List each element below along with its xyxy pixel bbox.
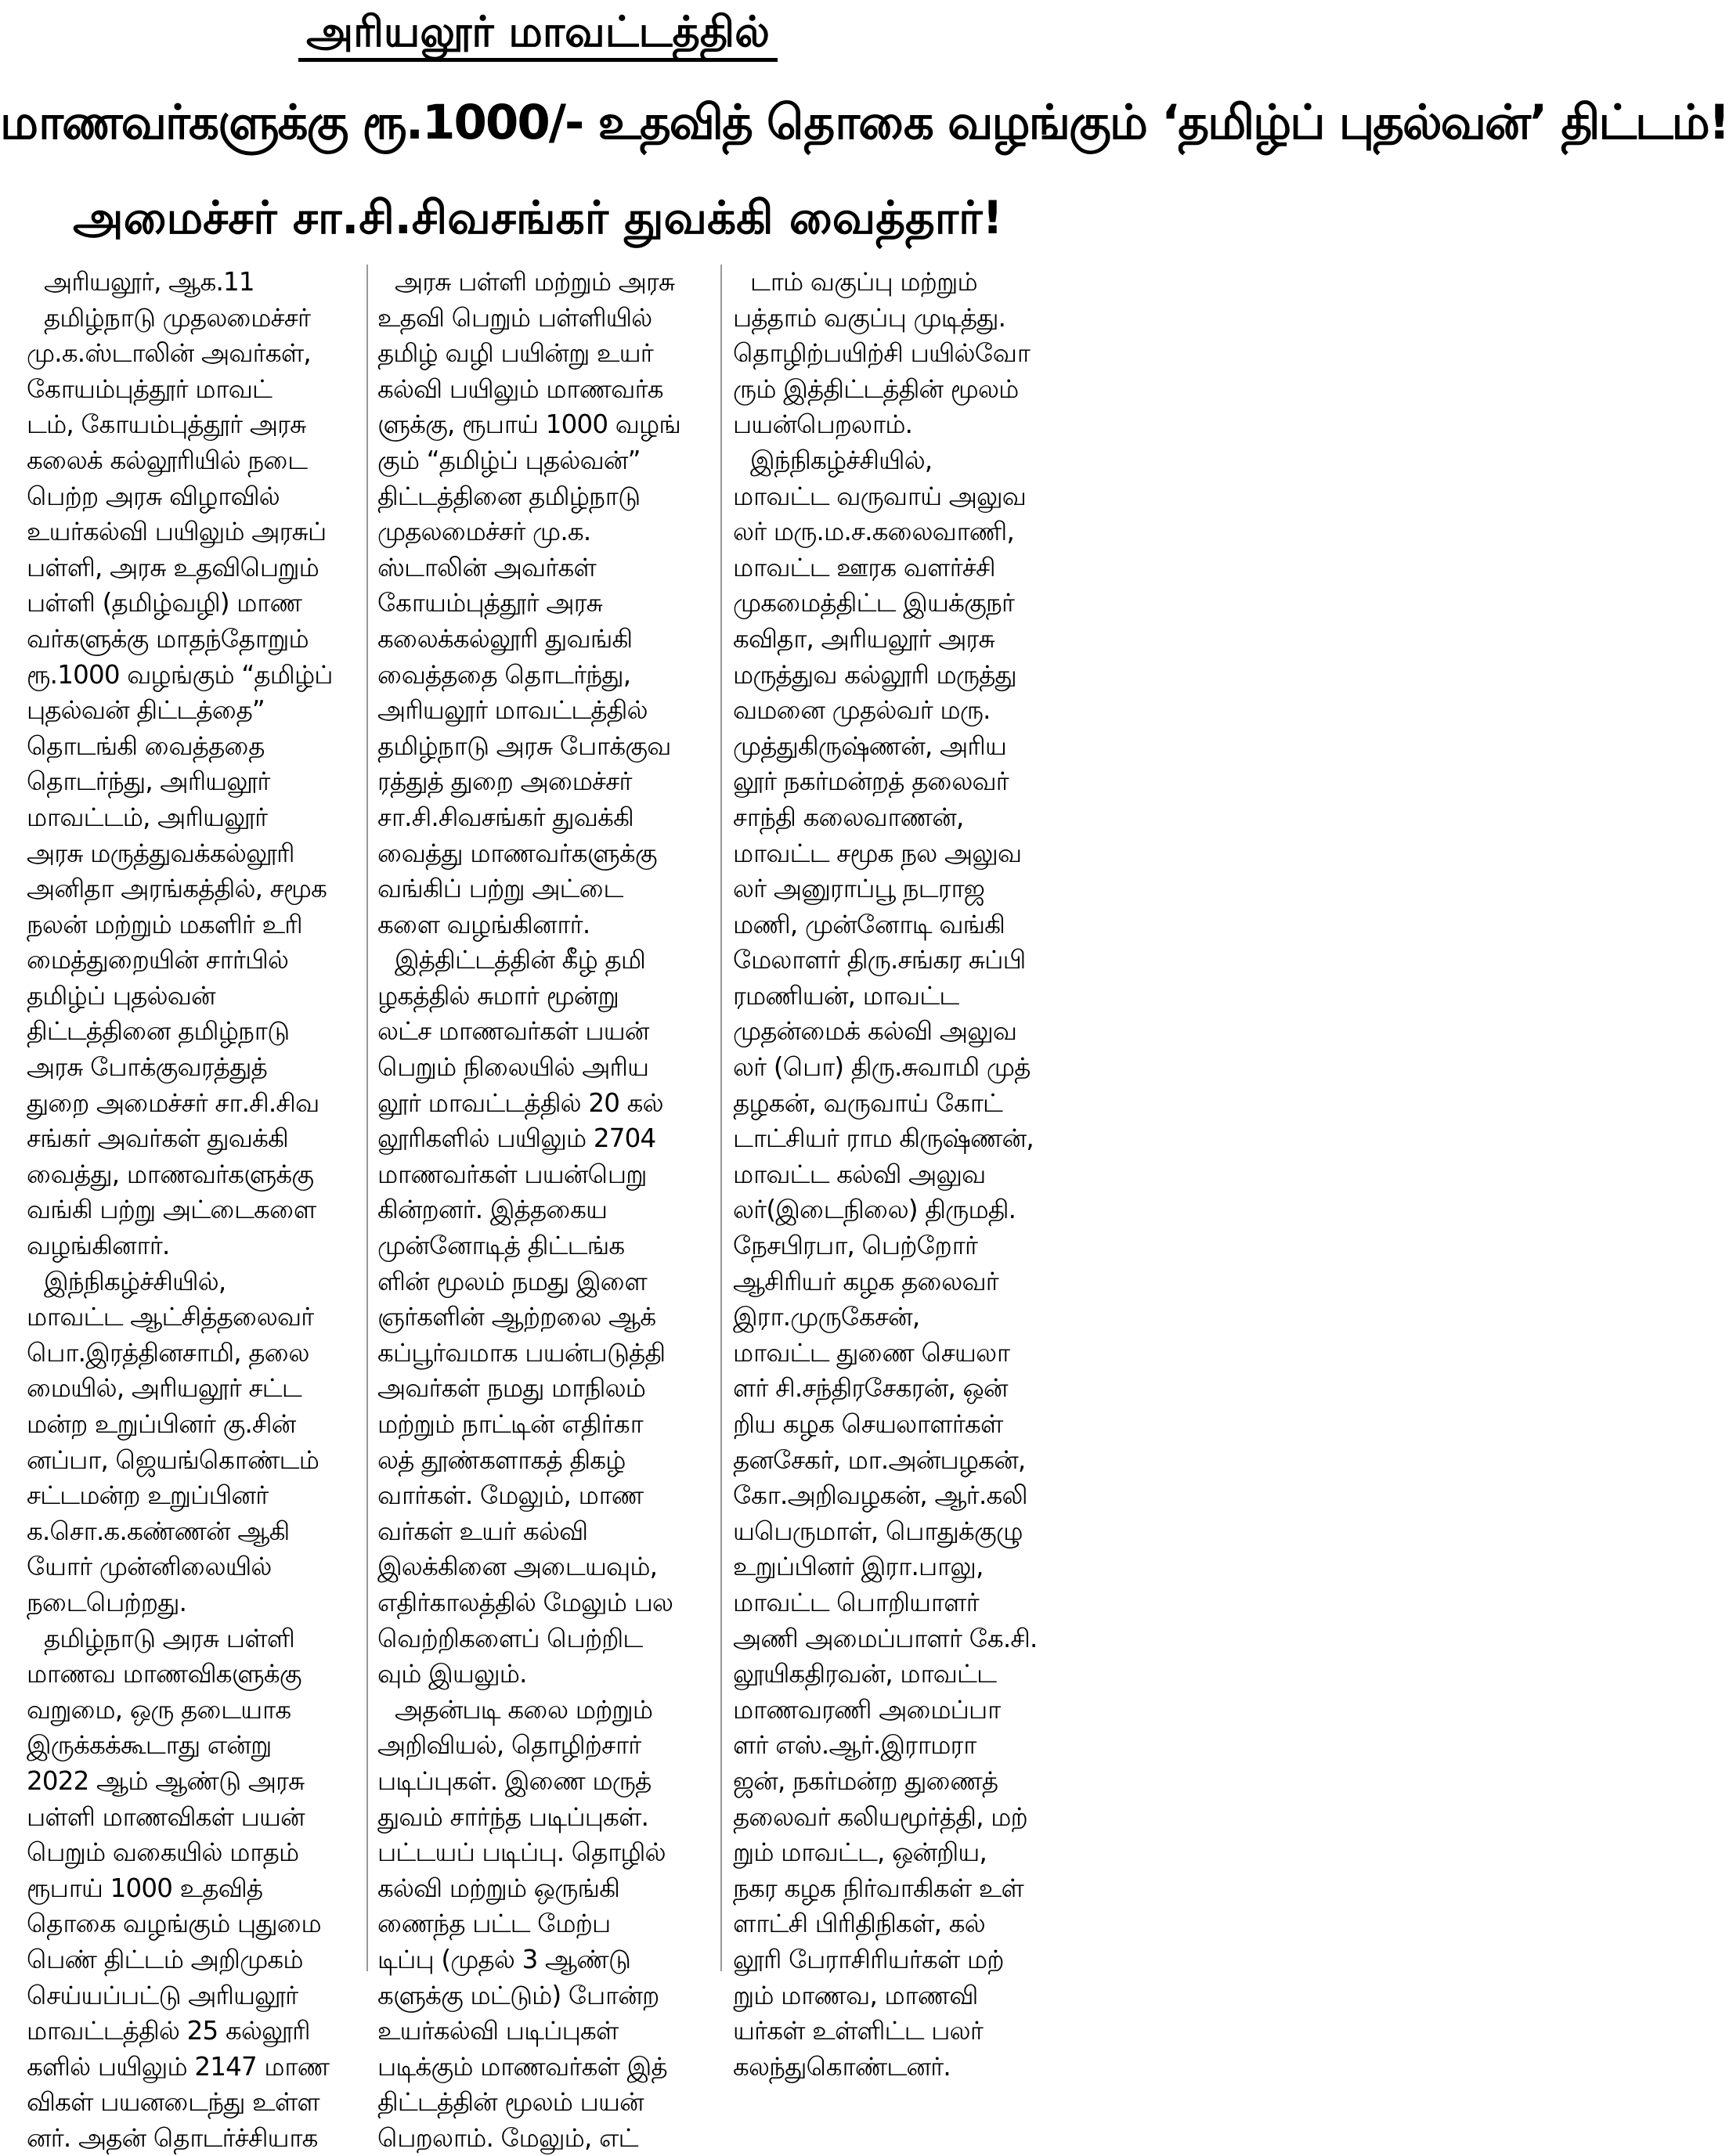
text-line: ளர் சி.சந்திரசேகரன், ஒன் [733, 1373, 1008, 1404]
text-line: ளாட்சி பிரிதிநிகள், கல் [733, 1909, 985, 1939]
text-line: க.சொ.க.கண்ணன் ஆகி [27, 1516, 290, 1546]
text-line: ஸ்டாலின் அவர்கள் [377, 552, 597, 582]
text-line: மைத்துறையின் சார்பில் [27, 945, 289, 975]
text-line: னர். அதன் தொடர்ச்சியாக [27, 2122, 318, 2153]
text-line: வங்கிப் பற்று அட்டை [377, 874, 623, 904]
text-line: கும் “தமிழ்ப் புதல்வன்” [377, 445, 641, 475]
article-column-1 [27, 265, 348, 2153]
text-line: துறை அமைச்சர் சா.சி.சிவ [27, 1087, 319, 1118]
text-line: இரா.முருகேசன், [733, 1302, 920, 1332]
text-line: புதல்வன் திட்டத்தை” [27, 695, 265, 726]
text-line: பெண் திட்டம் அறிமுகம் [27, 1944, 303, 1974]
text-line: ரத்துத் துறை அமைச்சர் [377, 766, 632, 797]
kicker-heading [0, 5, 1076, 59]
text-line: இந்நிகழ்ச்சியில், [44, 1266, 226, 1296]
text-line: உதவி பெறும் பள்ளியில் [377, 302, 652, 333]
main-headline: மாணவர்களுக்கு ரூ.1000/- உதவித் தொகை வழங்கும் ‘தமிழ்ப் புதல்வன்’ திட்டம்! [0, 95, 1729, 150]
article-paragraph [377, 1693, 698, 2156]
text-line: மாவட்ட கல்வி அலுவ [733, 1159, 986, 1189]
text-line: அதன்படி கலை மற்றும் [395, 1694, 653, 1725]
text-line: பெறும் நிலையில் அரிய [377, 1052, 649, 1083]
text-line: ரூபாய் 1000 உதவித் [27, 1873, 263, 1903]
text-line: துவம் சார்ந்த படிப்புகள். [377, 1801, 649, 1832]
text-line: பயன்பெறலாம். [733, 409, 913, 440]
article-paragraph [377, 943, 698, 1692]
text-line: தலைவர் கலியமூர்த்தி, மற் [733, 1801, 1027, 1832]
text-line: பெறலாம். மேலும், எட் [377, 2122, 638, 2153]
text-line: மாவட்ட ஊரக வளர்ச்சி [733, 552, 995, 582]
text-line: முன்னோடித் திட்டங்க [377, 1231, 625, 1261]
text-line: பெற்ற அரசு விழாவில் [27, 481, 280, 511]
text-line: பத்தாம் வகுப்பு முடித்து. [733, 302, 1006, 333]
text-line: லூர் நகர்மன்றத் தலைவர் [733, 766, 1009, 797]
text-line: மாவட்ட வருவாய் அலுவ [733, 481, 1027, 511]
text-line: மையில், அரியலூர் சட்ட [27, 1373, 301, 1404]
text-line: நடைபெற்றது. [27, 1587, 187, 1617]
text-line: பட்டயப் படிப்பு. தொழில் [377, 1837, 666, 1868]
text-line: தமிழ்ப் புதல்வன் [27, 980, 215, 1011]
text-line: ரமணியன், மாவட்ட [733, 980, 959, 1011]
text-line: வர்களுக்கு மாதந்தோறும் [27, 623, 309, 654]
text-line: லர் மரு.ம.ச.கலைவாணி, [733, 517, 1014, 547]
text-line: வர்கள் உயர் கல்வி [377, 1516, 588, 1546]
text-line: கலந்துகொண்டனர். [733, 2051, 951, 2082]
text-line: மு.க.ஸ்டாலின் அவர்கள், [27, 338, 311, 369]
text-line: விகள் பயனடைந்து உள்ள [27, 2087, 319, 2118]
text-line: அணி அமைப்பாளர் கே.சி. [733, 1623, 1038, 1653]
text-line: பெறும் வகையில் மாதம் [27, 1837, 299, 1868]
text-line: லத் தூண்களாகத் திகழ் [377, 1444, 626, 1475]
text-line: சாந்தி கலைவாணன், [733, 802, 964, 832]
text-line: றிய கழக செயலாளர்கள் [733, 1409, 1003, 1439]
text-line: கோயம்புத்தூர் மாவட் [27, 373, 273, 404]
text-line: ளுக்கு, ரூபாய் 1000 வழங் [377, 409, 681, 440]
text-line: வழங்கினார். [27, 1231, 170, 1261]
kicker-text: அரியலூர் மாவட்டத்தில் [298, 7, 778, 62]
text-line: தமிழ் வழி பயின்று உயர் [377, 338, 653, 369]
text-line: கல்வி பயிலும் மாணவர்க [377, 373, 663, 404]
article-paragraph [27, 265, 348, 301]
text-line: இந்நிகழ்ச்சியில், [750, 445, 933, 475]
text-line: அரசு போக்குவரத்துத் [27, 1052, 267, 1083]
text-line: லூர் மாவட்டத்தில் 20 கல் [377, 1087, 663, 1118]
text-line: தமிழ்நாடு அரசு பள்ளி [44, 1623, 294, 1653]
text-line: டாம் வகுப்பு மற்றும் [750, 267, 977, 297]
text-line: லூயிகதிரவன், மாவட்ட [733, 1659, 997, 1689]
text-line: 2022 ஆம் ஆண்டு அரசு [27, 1765, 305, 1796]
text-line: அரசு பள்ளி மற்றும் அரசு [395, 267, 675, 297]
text-line: நேசபிரபா, பெற்றோர் [733, 1231, 978, 1261]
text-line: இருக்கக்கூடாது என்று [27, 1730, 272, 1761]
text-line: மேலாளர் திரு.சங்கர சுப்பி [733, 945, 1026, 975]
text-line: தொகை வழங்கும் புதுமை [27, 1909, 321, 1939]
text-line: களுக்கு மட்டும்) போன்ற [377, 1980, 659, 2010]
article-paragraph [27, 301, 348, 1264]
text-line: செய்யப்பட்டு அரியலூர் [27, 1980, 298, 2010]
text-line: முதன்மைக் கல்வி அலுவ [733, 1016, 1017, 1047]
text-line: வறுமை, ஒரு தடையாக [27, 1694, 291, 1725]
text-line: தழகன், வருவாய் கோட் [733, 1087, 1003, 1118]
text-line: மன்ற உறுப்பினர் கு.சின் [27, 1409, 296, 1439]
text-line: வங்கி பற்று அட்டைகளை [27, 1195, 316, 1225]
text-line: ரூ.1000 வழங்கும் “தமிழ்ப் [27, 659, 333, 690]
text-line: உயர்கல்வி படிப்புகள் [377, 2016, 619, 2046]
text-line: அனிதா அரங்கத்தில், சமூக [27, 874, 327, 904]
text-line: கின்றனர். இத்தகைய [377, 1195, 608, 1225]
article-paragraph [733, 265, 1054, 443]
text-line: வைத்ததை தொடர்ந்து, [377, 659, 631, 690]
text-line: அவர்கள் நமது மாநிலம் [377, 1373, 646, 1404]
text-line: பள்ளி மாணவிகள் பயன் [27, 1801, 305, 1832]
text-line: மணி, முன்னோடி வங்கி [733, 909, 1005, 939]
text-line: கோயம்புத்தூர் அரசு [377, 588, 603, 618]
text-line: தனசேகர், மா.அன்பழகன், [733, 1444, 1026, 1475]
text-line: மற்றும் நாட்டின் எதிர்கா [377, 1409, 643, 1439]
text-line: ரும் இத்திட்டத்தின் மூலம் [733, 373, 1019, 404]
text-line: மாணவரணி அமைப்பா [733, 1694, 1001, 1725]
text-line: தொடங்கி வைத்ததை [27, 730, 265, 761]
text-line: படிப்புகள். இணை மருத் [377, 1765, 652, 1796]
text-line: தொழிற்பயிற்சி பயில்வோ [733, 338, 1031, 369]
text-line: உறுப்பினர் இரா.பாலு, [733, 1552, 984, 1582]
text-line: சங்கர் அவர்கள் துவக்கி [27, 1123, 288, 1154]
text-line: டிப்பு (முதல் 3 ஆண்டு [377, 1944, 631, 1974]
text-line: தமிழ்நாடு அரசு போக்குவ [377, 730, 671, 761]
text-line: அரியலூர் மாவட்டத்தில் [377, 695, 648, 726]
text-line: ளர் எஸ்.ஆர்.இராமரா [733, 1730, 976, 1761]
text-line: உயர்கல்வி பயிலும் அரசுப் [27, 517, 327, 547]
text-line: மாவட்ட சமூக நல அலுவ [733, 838, 1022, 868]
article-paragraph [733, 443, 1054, 2085]
text-line: டம், கோயம்புத்தூர் அரசு [27, 409, 306, 440]
text-line: மாவட்டத்தில் 25 கல்லூரி [27, 2016, 310, 2046]
text-line: வார்கள். மேலும், மாண [377, 1480, 644, 1511]
text-line: பள்ளி (தமிழ்வழி) மாண [27, 588, 302, 618]
text-line: றும் மாணவ, மாணவி [733, 1980, 978, 2010]
text-line: களை வழங்கினார். [377, 909, 590, 939]
text-line: லூரிகளில் பயிலும் 2704 [377, 1123, 656, 1154]
text-line: நகர கழக நிர்வாகிகள் உள் [733, 1873, 1024, 1903]
text-line: கலைக்கல்லூரி துவங்கி [377, 623, 633, 654]
article-column-2 [377, 265, 698, 2153]
text-line: யோர் முன்னிலையில் [27, 1552, 272, 1582]
text-line: அறிவியல், தொழிற்சார் [377, 1730, 641, 1761]
text-line: கல்வி மற்றும் ஒருங்கி [377, 1873, 620, 1903]
text-line: கலைக் கல்லூரியில் நடை [27, 445, 308, 475]
text-line: னப்பா, ஜெயங்கொண்டம் [27, 1444, 319, 1475]
text-line: மருத்துவ கல்லூரி மருத்து [733, 659, 1016, 690]
text-line: மாணவர்கள் பயன்பெறு [377, 1159, 647, 1189]
text-line: பள்ளி, அரசு உதவிபெறும் [27, 552, 319, 582]
text-line: ஞர்களின் ஆற்றலை ஆக் [377, 1302, 656, 1332]
text-line: வைத்து, மாணவர்களுக்கு [27, 1159, 314, 1189]
text-line: வமனை முதல்வர் மரு. [733, 695, 991, 726]
article-paragraph [377, 265, 698, 943]
text-line: திட்டத்தின் மூலம் பயன் [377, 2087, 644, 2118]
text-line: சட்டமன்ற உறுப்பினர் [27, 1480, 269, 1511]
text-line: மாவட்ட ஆட்சித்தலைவர் [27, 1302, 314, 1332]
text-line: மாவட்ட துணை செயலா [733, 1337, 1010, 1368]
text-line: யர்கள் உள்ளிட்ட பலர் [733, 2016, 984, 2046]
text-line: முதலமைச்சர் மு.க. [377, 517, 591, 547]
text-line: அரியலூர், ஆக.11 [44, 267, 254, 297]
text-line: வைத்து மாணவர்களுக்கு [377, 838, 657, 868]
text-line: கோ.அறிவழகன், ஆர்.கலி [733, 1480, 1027, 1511]
text-line: லட்ச மாணவர்கள் பயன் [377, 1016, 649, 1047]
article-body [27, 265, 1060, 2153]
text-line: சா.சி.சிவசங்கர் துவக்கி [377, 802, 633, 832]
text-line: பொ.இரத்தினசாமி, தலை [27, 1337, 309, 1368]
text-line: மாவட்ட பொறியாளர் [733, 1587, 979, 1617]
text-line: வெற்றிகளைப் பெற்றிட [377, 1623, 643, 1653]
text-line: லர்(இடைநிலை) திருமதி. [733, 1195, 1016, 1225]
text-line: லர் அனுராப்பூ நடராஜ [733, 874, 985, 904]
text-line: ணைந்த பட்ட மேற்ப [377, 1909, 611, 1939]
article-column-3 [733, 265, 1054, 2082]
text-line: ழகத்தில் சுமார் மூன்று [377, 980, 619, 1011]
text-line: கவிதா, அரியலூர் அரசு [733, 623, 994, 654]
article-paragraph [27, 1621, 348, 2156]
text-line: படிக்கும் மாணவர்கள் இத் [377, 2051, 667, 2082]
text-line: கப்பூர்வமாக பயன்படுத்தி [377, 1337, 666, 1368]
text-line: ஆசிரியர் கழக தலைவர் [733, 1266, 998, 1296]
text-line: மாணவ மாணவிகளுக்கு [27, 1659, 301, 1689]
text-line: ஜன், நகர்மன்ற துணைத் [733, 1765, 998, 1796]
text-line: நலன் மற்றும் மகளிர் உரி [27, 909, 302, 939]
text-line: களில் பயிலும் 2147 மாண [27, 2051, 330, 2082]
text-line: லர் (பொ) திரு.சுவாமி முத் [733, 1052, 1031, 1083]
text-line: றும் மாவட்ட, ஒன்றிய, [733, 1837, 987, 1868]
text-line: வும் இயலும். [377, 1659, 527, 1689]
text-line: அரசு மருத்துவக்கல்லூரி [27, 838, 294, 868]
article-paragraph [27, 1264, 348, 1621]
text-line: திட்டத்தினை தமிழ்நாடு [27, 1016, 290, 1047]
text-line: லூரி பேராசிரியர்கள் மற் [733, 1944, 1004, 1974]
text-line: யபெருமாள், பொதுக்குழு [733, 1516, 1023, 1546]
text-line: தமிழ்நாடு முதலமைச்சர் [44, 302, 311, 333]
text-line: மாவட்டம், அரியலூர் [27, 802, 268, 832]
text-line: தொடர்ந்து, அரியலூர் [27, 766, 270, 797]
text-line: முகமைத்திட்ட இயக்குநர் [733, 588, 1015, 618]
text-line: திட்டத்தினை தமிழ்நாடு [377, 481, 641, 511]
text-line: டாட்சியர் ராம கிருஷ்ணன், [733, 1123, 1034, 1154]
text-line: முத்துகிருஷ்ணன், அரிய [733, 730, 1007, 761]
text-line: இத்திட்டத்தின் கீழ் தமி [395, 945, 646, 975]
subheadline: அமைச்சர் சா.சி.சிவசங்கர் துவக்கி வைத்தார்! [73, 191, 1003, 244]
text-line: ளின் மூலம் நமது இளை [377, 1266, 648, 1296]
text-line: எதிர்காலத்தில் மேலும் பல [377, 1587, 673, 1617]
text-line: இலக்கினை அடையவும், [377, 1552, 658, 1582]
